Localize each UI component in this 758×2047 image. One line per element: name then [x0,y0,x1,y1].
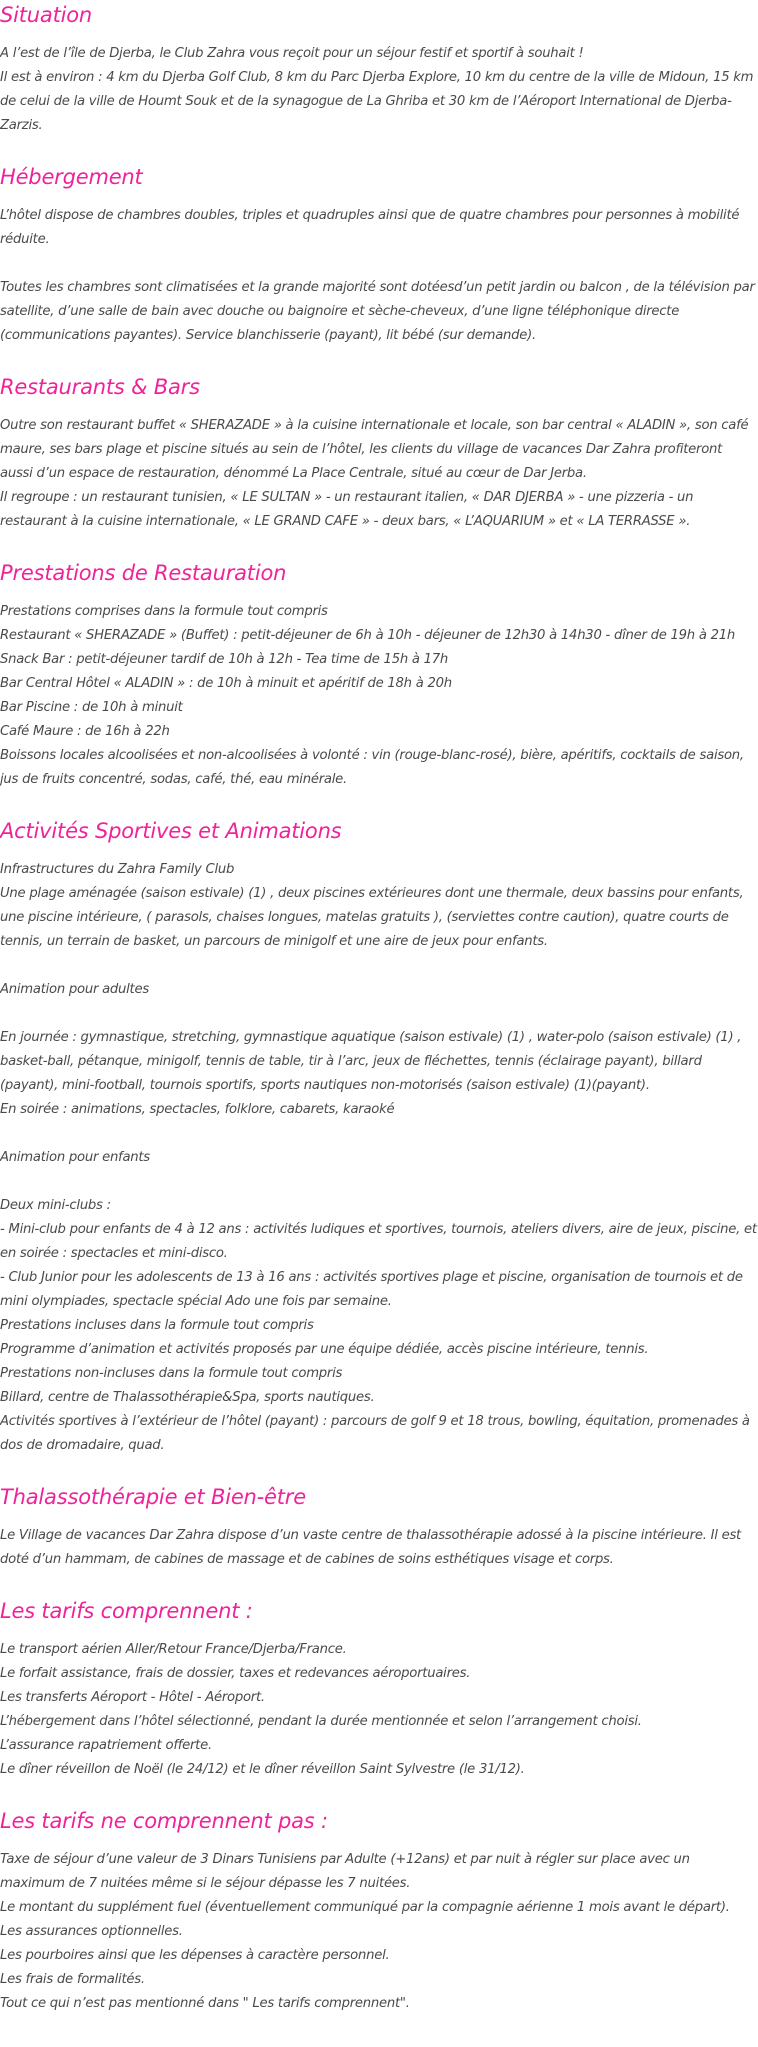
text-line: Tout ce qui n’est pas mentionné dans " Les tarifs comprennent". [0,1996,410,2011]
section-body [0,858,758,1458]
section-heading: Thalassothérapie et Bien-être [0,1485,306,1509]
section [0,558,758,816]
text-line: Le Village de vacances Dar Zahra dispose d’un vaste centre de thalassothérapie adossé à la piscine intérieure. Il est doté d’un hammam, de cabines de massage et de cabines de soins esthétiques visage et corps. [0,1528,741,1567]
text-line: Outre son restaurant buffet « SHERAZADE » à la cuisine internationale et locale, son bar central « ALADIN », son café maure, ses bars plage et piscine situés au sein de l’hôtel, les clients du village de vacances Dar Zahra profiteront aussi d’un espace de restauration, dénommé La Place Centrale, situé au cœur de Dar Jerba. [0,418,749,481]
text-line: Taxe de séjour d’une valeur de 3 Dinars Tunisiens par Adulte (+12ans) et par nuit à régler sur place avec un maximum de 7 nuitées même si le séjour dépasse les 7 nuitées. [0,1852,690,1891]
section-heading: Les tarifs ne comprennent pas : [0,1809,328,1833]
section-heading: Hébergement [0,165,143,189]
section-spacer [0,138,758,162]
section [0,1806,758,2016]
text-line: Toutes les chambres sont climatisées et la grande majorité sont dotéesd’un petit jardin ou balcon , de la télévision par satellite, d’une salle de bain avec douche ou baignoire et sèche-cheveux, d’une ligne téléphonique directe (communications payantes). Service blanchisserie (payant), lit bébé (sur demande). [0,280,755,343]
text-line: Prestations comprises dans la formule tout compris [0,604,328,619]
text-line: Le dîner réveillon de Noël (le 24/12) et le dîner réveillon Saint Sylvestre (le 31/12). [0,1762,525,1777]
section [0,816,758,1482]
text-line: Le montant du supplément fuel (éventuellement communiqué par la compagnie aérienne 1 mois avant le départ). [0,1900,730,1915]
blank-line [0,1122,758,1146]
text-line: Une plage aménagée (saison estivale) (1) , deux piscines extérieures dont une thermale, deux bassins pour enfants, une piscine intérieure, ( parasols, chaises longues, matelas gratuits ), (serviettes contre caution), quatre courts de tennis, un terrain de basket, un parcours de minigolf et une aire de jeux pour enfants. [0,886,744,949]
section-spacer [0,1782,758,1806]
section [0,1596,758,1806]
section-spacer [0,348,758,372]
text-line: Boissons locales alcoolisées et non-alcoolisées à volonté : vin (rouge-blanc-rosé), bière, apéritifs, cocktails de saison, jus de fruits concentré, sodas, café, thé, eau minérale. [0,748,744,787]
section-heading: Les tarifs comprennent : [0,1599,253,1623]
text-line: L’assurance rapatriement offerte. [0,1738,212,1753]
section-body [0,1848,758,2016]
section [0,0,758,162]
text-line: Bar Piscine : de 10h à minuit [0,700,183,715]
text-line: Animation pour enfants [0,1150,150,1165]
section-spacer [0,534,758,558]
section-spacer [0,1458,758,1482]
section-body [0,1638,758,1782]
section-body [0,1524,758,1572]
text-line: Bar Central Hôtel « ALADIN » : de 10h à minuit et apéritif de 18h à 20h [0,676,452,691]
section-body [0,600,758,792]
text-line: - Mini-club pour enfants de 4 à 12 ans : activités ludiques et sportives, tournois, ateliers divers, aire de jeux, piscine, et en soirée : spectacles et mini-disco. [0,1222,757,1261]
section-heading: Prestations de Restauration [0,561,287,585]
blank-line [0,1170,758,1194]
section-spacer [0,792,758,816]
text-line: Animation pour adultes [0,982,149,997]
section-heading: Activités Sportives et Animations [0,819,342,843]
text-line: Activités sportives à l’extérieur de l’hôtel (payant) : parcours de golf 9 et 18 trous, bowling, équitation, promenades à dos de dromadaire, quad. [0,1414,750,1453]
text-line: Il est à environ : 4 km du Djerba Golf Club, 8 km du Parc Djerba Explore, 10 km du centre de la ville de Midoun, 15 km de celui de la ville de Houmt Souk et de la synagogue de La Ghriba et 30 km de l’Aéroport International de Djerba-Zarzis. [0,70,754,133]
section-body [0,414,758,534]
text-line: L’hébergement dans l’hôtel sélectionné, pendant la durée mentionnée et selon l’arrangement choisi. [0,1714,642,1729]
text-line: Les transferts Aéroport - Hôtel - Aéroport. [0,1690,265,1705]
text-line: Restaurant « SHERAZADE » (Buffet) : petit-déjeuner de 6h à 10h - déjeuner de 12h30 à 14h30 - dîner de 19h à 21h [0,628,736,643]
text-line: En journée : gymnastique, stretching, gymnastique aquatique (saison estivale) (1) , water-polo (saison estivale) (1) , basket-ball, pétanque, minigolf, tennis de table, tir à l’arc, jeux de fléchettes, tennis (éclairage payant), billard (payant), mini-football, tournois sportifs, sports nautiques non-motorisés (saison estivale) (1)(payant). [0,1030,742,1093]
text-line: Les assurances optionnelles. [0,1924,183,1939]
text-line: En soirée : animations, spectacles, folklore, cabarets, karaoké [0,1102,395,1117]
section-heading: Situation [0,3,93,27]
section-spacer [0,1572,758,1596]
section [0,1482,758,1596]
text-line: Billard, centre de Thalassothérapie&Spa, sports nautiques. [0,1390,375,1405]
text-line: Les pourboires ainsi que les dépenses à caractère personnel. [0,1948,390,1963]
section [0,372,758,558]
blank-line [0,252,758,276]
section-body [0,42,758,138]
text-line: Le forfait assistance, frais de dossier, taxes et redevances aéroportuaires. [0,1666,471,1681]
text-line: L’hôtel dispose de chambres doubles, triples et quadruples ainsi que de quatre chambres pour personnes à mobilité réduite. [0,208,740,247]
blank-line [0,954,758,978]
text-line: Prestations incluses dans la formule tout compris [0,1318,314,1333]
blank-line [0,1002,758,1026]
text-line: - Club Junior pour les adolescents de 13 à 16 ans : activités sportives plage et piscine, organisation de tournois et de mini olympiades, spectacle spécial Ado une fois par semaine. [0,1270,743,1309]
text-line: Snack Bar : petit-déjeuner tardif de 10h à 12h - Tea time de 15h à 17h [0,652,449,667]
text-line: Il regroupe : un restaurant tunisien, « LE SULTAN » - un restaurant italien, « DAR DJERBA » - une pizzeria - un restaurant à la cuisine internationale, « LE GRAND CAFE » - deux bars, « L’AQUARIUM » et « LA TERRASSE ». [0,490,694,529]
text-line: Prestations non-incluses dans la formule tout compris [0,1366,343,1381]
text-line: Café Maure : de 16h à 22h [0,724,170,739]
text-line: A l’est de l’île de Djerba, le Club Zahra vous reçoit pour un séjour festif et sportif à souhait ! [0,46,584,61]
text-line: Programme d’animation et activités proposés par une équipe dédiée, accès piscine intérieure, tennis. [0,1342,649,1357]
text-line: Le transport aérien Aller/Retour France/Djerba/France. [0,1642,347,1657]
section-body [0,204,758,348]
section-heading: Restaurants & Bars [0,375,200,399]
text-line: Infrastructures du Zahra Family Club [0,862,235,877]
text-line: Les frais de formalités. [0,1972,145,1987]
section [0,162,758,372]
text-line: Deux mini-clubs : [0,1198,111,1213]
